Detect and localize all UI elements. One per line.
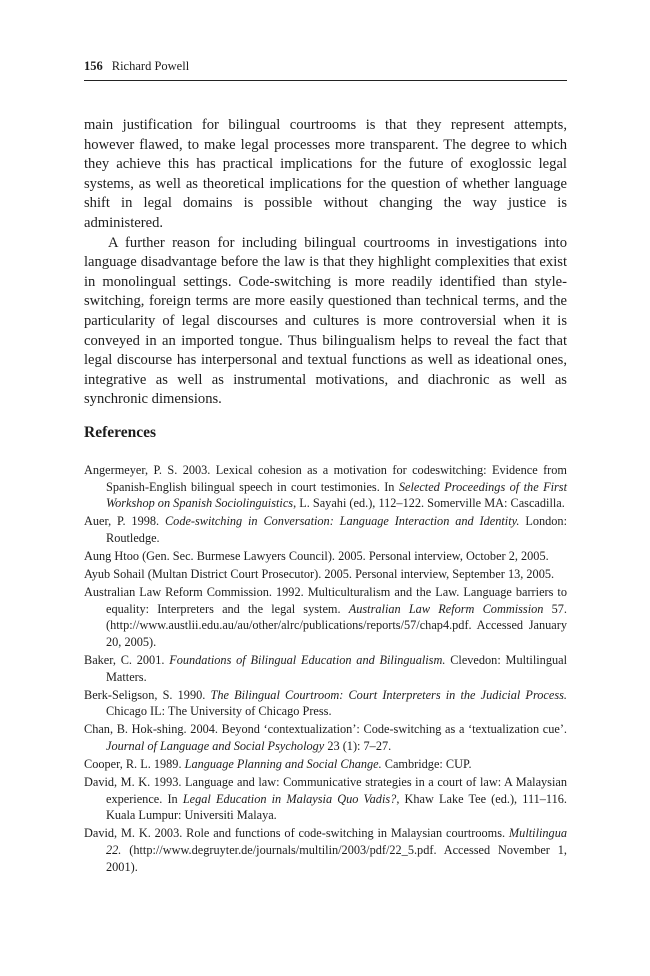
reference-item: Angermeyer, P. S. 2003. Lexical cohesion as a motivation for codeswitching: Evidence from Spanish-English bilingual speech in court testimonies. In Selected Proceedings of the First Workshop on Spanish Sociolinguistics, L. Sayahi (ed.), 112–122. Somerville MA: Cascadilla. [84,463,567,511]
reference-item: Auer, P. 1998. Code-switching in Conversation: Language Interaction and Identity. London: Routledge. [84,514,567,545]
body-paragraph: main justification for bilingual courtrooms is that they represent attempts, however flawed, to make legal processes more transparent. The degree to which they achieve this has practical implications for the future of exoglossic legal systems, as well as theoretical implications for the question of whether language shift in legal domains is possible without changing the way justice is administered. [84,117,567,231]
reference-item: Baker, C. 2001. Foundations of Bilingual Education and Bilingualism. Clevedon: Multilingual Matters. [84,653,567,684]
running-head [84,58,567,75]
references-list [84,462,567,877]
body-text [84,116,567,410]
page-number: 156 [84,59,103,73]
reference-item: Aung Htoo (Gen. Sec. Burmese Lawyers Council). 2005. Personal interview, October 2, 2005. [84,548,549,563]
reference-item: Chan, B. Hok-shing. 2004. Beyond ‘contextualization’: Code-switching as a ‘textualization cue’. Journal of Language and Social Psychology 23 (1): 7–27. [84,722,567,753]
reference-item: Berk-Seligson, S. 1990. The Bilingual Courtroom: Court Interpreters in the Judicial Process. Chicago IL: The University of Chicago Press. [84,687,567,719]
body-paragraph: A further reason for including bilingual courtrooms in investigations into language disadvantage before the law is that they highlight complexities that exist in monolingual settings. Code-switching is more readily identified than style-switching, foreign terms are more easily questioned than technical terms, and the particularity of legal discourses and cultures is more controversial when it is conveyed in an imported tongue. Thus bilingualism helps to reveal the fact that legal discourse has interpersonal and textual functions as well as ideational ones, integrative as well as instrumental motivations, and diachronic as well as synchronic dimensions. [84,234,567,408]
reference-item: David, M. K. 2003. Role and functions of code-switching in Malaysian courtrooms. Multilingua 22. (http://www.degruyter.de/journals/multilin/2003/pdf/22_5.pdf. Accessed November 1, 2001). [84,826,567,874]
references-heading: References [84,424,157,441]
header-rule [84,80,567,81]
reference-item: Ayub Sohail (Multan District Court Prosecutor). 2005. Personal interview, September 13, 2005. [84,567,555,582]
reference-item: Cooper, R. L. 1989. Language Planning and Social Change. Cambridge: CUP. [84,757,472,772]
reference-item: Australian Law Reform Commission. 1992. Multiculturalism and the Law. Language barriers to equality: Interpreters and the legal system. Australian Law Reform Commission 57. (http://www.austlii.edu.au/au/other/alrc/publications/reports/57/chap4.pdf. Accessed January 20, 2005). [84,585,567,649]
reference-item: David, M. K. 1993. Language and law: Communicative strategies in a court of law: A Malaysian experience. In Legal Education in Malaysia Quo Vadis?, Khaw Lake Tee (ed.), 111–116. Kuala Lumpur: Universiti Malaya. [84,775,567,823]
running-head-author: Richard Powell [111,59,190,73]
